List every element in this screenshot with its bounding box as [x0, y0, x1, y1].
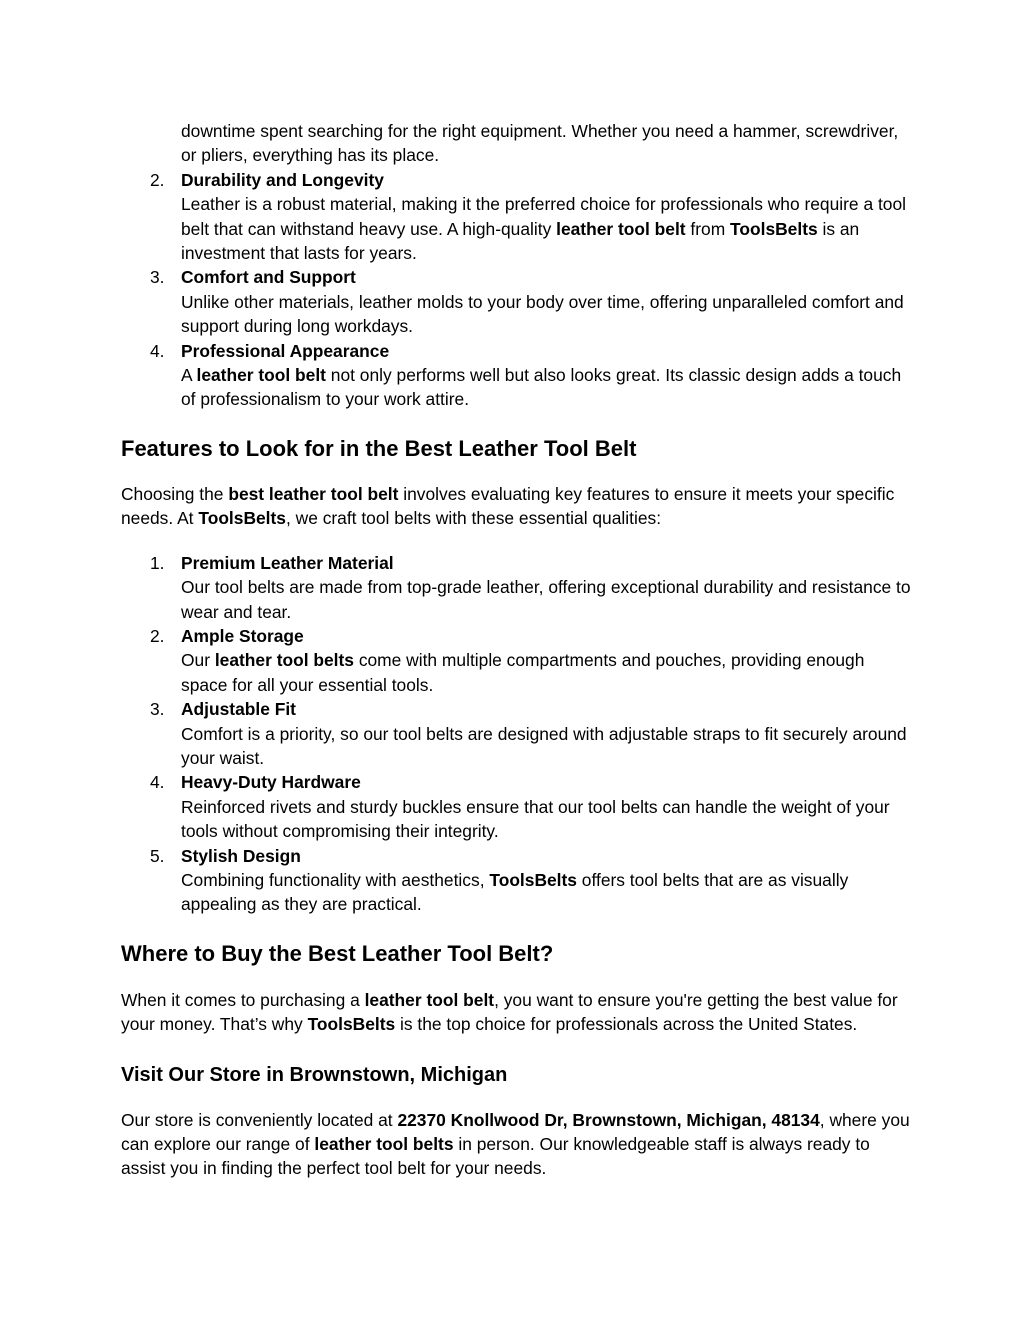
list-item	[150, 844, 911, 917]
bold-run: leather tool belts	[214, 650, 354, 671]
text-run: , where you can explore our range of	[121, 1109, 910, 1154]
list-item-continued	[181, 119, 911, 168]
list-item-description	[181, 648, 911, 697]
bold-run: leather tool belt	[556, 218, 686, 239]
list-item	[150, 551, 911, 624]
text-run: come with multiple compartments and pouches, providing enough space for all your essential tools.	[181, 650, 865, 695]
list-item-title: Premium Leather Material	[181, 552, 394, 573]
list-item	[150, 339, 911, 412]
list-item-title: Professional Appearance	[181, 340, 390, 361]
list-item-description	[181, 192, 911, 265]
list-item-continued-text: downtime spent searching for the right equipment. Whether you need a hammer, screwdriver, or pliers, everything has its place.	[181, 121, 899, 166]
list-item-title: Ample Storage	[181, 625, 304, 646]
list-number: 2.	[150, 625, 165, 646]
bold-run: ToolsBelts	[307, 1014, 396, 1035]
list-item-description: Unlike other materials, leather molds to your body over time, offering unparalleled comfort and support during long workdays.	[181, 291, 904, 337]
list-item	[150, 265, 911, 338]
list-number: 1.	[150, 552, 165, 573]
list-item	[150, 697, 911, 770]
list-number: 3.	[150, 267, 165, 288]
text-run: is an investment that lasts for years.	[181, 218, 860, 264]
bold-run: ToolsBelts	[489, 869, 577, 890]
list-number: 5.	[150, 845, 165, 866]
list-item	[150, 624, 911, 697]
bold-run: leather tool belt	[364, 989, 495, 1010]
text-run: Choosing the	[121, 483, 229, 504]
text-run: not only performs well but also looks great. Its classic design adds a touch of professionalism to your work attire.	[181, 365, 902, 410]
features-heading: Features to Look for in the Best Leather Tool Belt	[121, 435, 637, 461]
list-item	[150, 168, 911, 266]
store-address: 22370 Knollwood Dr, Brownstown, Michigan, 48134	[397, 1109, 820, 1130]
store-heading: Visit Our Store in Brownstown, Michigan	[121, 1063, 508, 1086]
benefits-list	[121, 119, 911, 412]
where-to-buy-paragraph	[121, 988, 911, 1037]
text-run: offers tool belts that are as visually appealing as they are practical.	[181, 869, 849, 915]
text-run: , we craft tool belts with these essential qualities:	[285, 508, 662, 529]
list-number: 4.	[150, 340, 165, 361]
document-page	[121, 119, 911, 1181]
list-item-title: Adjustable Fit	[181, 699, 296, 720]
text-run: in person. Our knowledgeable staff is always ready to assist you in finding the perfect tool belt for your needs.	[121, 1134, 870, 1179]
list-item-title: Heavy-Duty Hardware	[181, 772, 361, 793]
list-item-title: Comfort and Support	[181, 267, 356, 288]
bold-run: ToolsBelts	[198, 508, 286, 529]
store-paragraph	[121, 1108, 911, 1181]
list-item-title: Durability and Longevity	[181, 169, 384, 190]
text-run: When it comes to purchasing a	[121, 989, 365, 1010]
text-run: is the top choice for professionals across the United States.	[395, 1014, 858, 1035]
list-number: 2.	[150, 169, 165, 190]
features-intro	[121, 482, 911, 531]
text-run: Leather is a robust material, making it the preferred choice for professionals who require a tool belt that can withstand heavy use. A high-quality	[181, 194, 906, 239]
features-list	[121, 551, 911, 917]
where-to-buy-heading: Where to Buy the Best Leather Tool Belt?	[121, 940, 554, 966]
bold-run: best leather tool belt	[228, 483, 399, 504]
list-item-description: Reinforced rivets and sturdy buckles ensure that our tool belts can handle the weight of your tools without compromising their integrity.	[181, 796, 890, 842]
list-item-description: Comfort is a priority, so our tool belts are designed with adjustable straps to fit securely around your waist.	[181, 723, 907, 768]
list-item-description	[181, 868, 911, 917]
text-run: involves evaluating key features to ensure it meets your specific needs. At	[121, 483, 895, 529]
text-run: Our	[181, 650, 215, 671]
text-run: Combining functionality with aesthetics,	[181, 869, 490, 890]
list-item-description: Our tool belts are made from top-grade leather, offering exceptional durability and resistance to wear and tear.	[181, 577, 911, 622]
bold-run: leather tool belts	[314, 1134, 454, 1154]
list-item-title: Stylish Design	[181, 845, 301, 866]
list-number: 3.	[150, 699, 165, 720]
list-item	[150, 770, 911, 843]
list-number: 4.	[150, 772, 165, 793]
bold-run: leather tool belt	[196, 365, 326, 386]
text-run: A	[181, 365, 197, 386]
bold-run: ToolsBelts	[730, 218, 818, 239]
list-item-description	[181, 363, 911, 412]
text-run: from	[685, 218, 731, 239]
text-run: Our store is conveniently located at	[121, 1109, 398, 1130]
text-run: , you want to ensure you're getting the best value for your money. That’s why	[121, 989, 898, 1035]
